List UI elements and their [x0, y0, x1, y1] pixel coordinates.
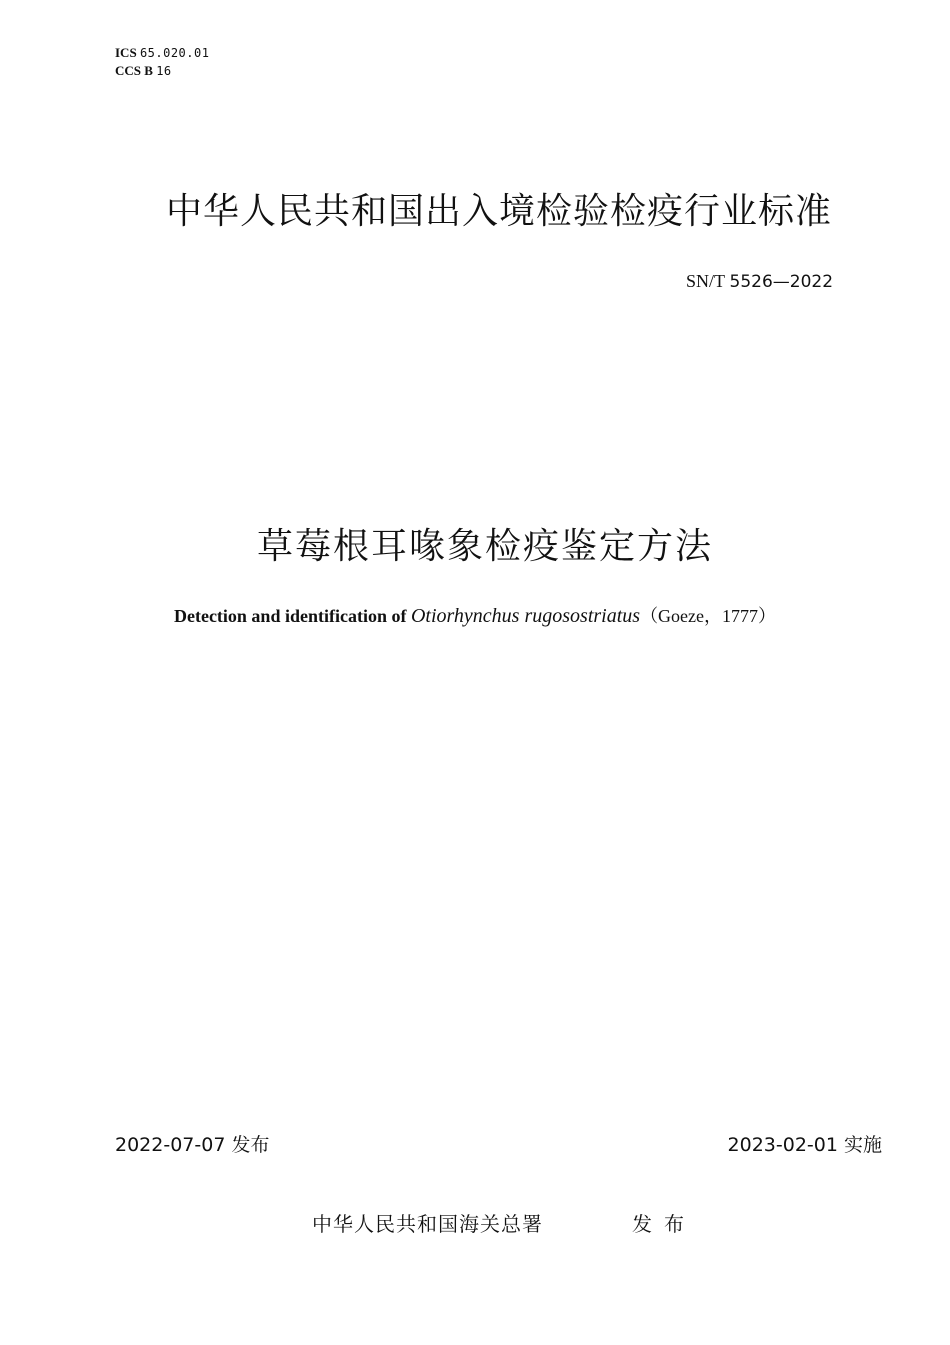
species-author-year: （Goeze，1777） [640, 606, 777, 626]
issue-action: 发布 [632, 1212, 696, 1236]
ccs-value: 16 [156, 64, 172, 78]
ics-value: 65.020.01 [139, 46, 210, 60]
standard-number [686, 271, 833, 292]
publish-date: 2022-07-07 发布 [115, 1134, 270, 1156]
classification-codes [115, 44, 209, 80]
species-name: Otiorhynchus rugosostriatus [410, 605, 641, 627]
document-subtitle-en [0, 602, 950, 628]
ics-line [115, 44, 209, 62]
ics-label: ICS [115, 45, 137, 60]
standard-category-heading: 中华人民共和国出入境检验检疫行业标准 [165, 191, 832, 232]
standard-number-value: 5526—2022 [729, 272, 834, 292]
implement-date: 2023-02-01 实施 [727, 1134, 882, 1156]
subtitle-lead: Detection and identification of [173, 606, 411, 626]
ccs-line [115, 62, 209, 80]
document-title: 草莓根耳喙象检疫鉴定方法 [256, 526, 713, 567]
issuing-authority: 中华人民共和国海关总署 [312, 1212, 543, 1236]
standard-number-prefix: SN/T [686, 271, 726, 291]
ccs-label: CCS B [115, 63, 153, 78]
